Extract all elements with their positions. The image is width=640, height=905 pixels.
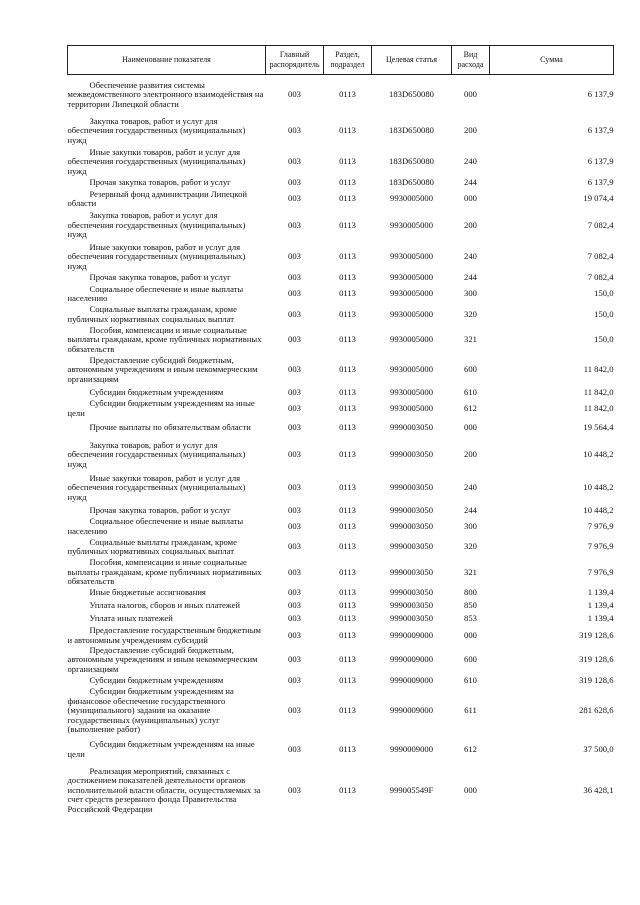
name-cell — [68, 438, 266, 472]
table-row — [68, 177, 614, 190]
section-cell: 0113 — [339, 156, 356, 167]
target-cell: 183D650080 — [389, 177, 434, 188]
section-cell: 0113 — [339, 422, 356, 433]
expense-cell: 000 — [464, 629, 477, 640]
header-section: Раздел, подраздел — [324, 46, 372, 75]
expense-cell: 850 — [464, 600, 477, 611]
target-cell: 9990009000 — [390, 674, 433, 685]
target-cell: 183D650080 — [389, 156, 434, 167]
row-label: Резервный фонд администрации Липецкой области — [67, 188, 247, 208]
table-row — [68, 243, 614, 272]
sum-cell: 19 564,4 — [583, 422, 614, 433]
target-cell: 9990003050 — [390, 600, 433, 611]
sum-cell: 37 500,0 — [583, 743, 614, 754]
name-cell — [68, 735, 266, 765]
sum-cell: 150,0 — [594, 334, 614, 344]
target-cell: 9930005000 — [390, 272, 433, 283]
expense-cell: 200 — [464, 219, 477, 230]
target-cell: 999005549F — [389, 784, 434, 795]
expense-cell: 200 — [464, 449, 477, 460]
row-label: Социальные выплаты гражданам, кроме публичных нормативных социальных выплат — [67, 536, 237, 556]
admin-cell: 003 — [288, 251, 301, 262]
section-cell: 0113 — [339, 482, 356, 493]
table-row — [68, 418, 614, 438]
section-cell: 0113 — [339, 629, 356, 640]
row-label: Иные закупки товаров, работ и услуг для обеспечения государственных (муниципальных) нужд — [67, 241, 246, 271]
header-name: Наименование показателя — [68, 46, 266, 75]
row-label: Прочая закупка товаров, работ и услуг — [89, 177, 231, 188]
expense-cell: 600 — [464, 364, 477, 375]
expense-cell: 200 — [464, 125, 477, 136]
section-cell: 0113 — [339, 272, 356, 283]
row-label: Пособия, компенсации и иные социальные выплаты гражданам, кроме публичных нормативных обязательств — [67, 324, 262, 354]
sum-cell: 7 082,4 — [587, 219, 614, 230]
row-label: Закупка товаров, работ и услуг для обеспечения государственных (муниципальных) нужд — [67, 115, 246, 145]
name-cell — [68, 765, 266, 817]
name-cell — [68, 587, 266, 600]
sum-cell: 11 842,0 — [583, 386, 614, 397]
row-label: Закупка товаров, работ и услуг для обеспечения государственных (муниципальных) нужд — [67, 210, 246, 240]
row-label: Иные закупки товаров, работ и услуг для обеспечения государственных (муниципальных) нужд — [67, 472, 246, 502]
target-cell: 183D650080 — [389, 89, 434, 99]
expense-cell: 320 — [464, 541, 477, 552]
expense-cell: 321 — [464, 334, 477, 344]
row-label: Субсидии бюджетным учреждениям на иные цели — [67, 739, 255, 759]
section-cell: 0113 — [339, 520, 356, 531]
table-row — [68, 148, 614, 177]
section-cell: 0113 — [339, 334, 356, 344]
admin-cell: 003 — [288, 587, 301, 598]
target-cell: 9930005000 — [390, 402, 433, 413]
row-label: Уплата налогов, сборов и иных платежей — [89, 600, 241, 611]
target-cell: 9930005000 — [390, 251, 433, 262]
target-cell: 9990009000 — [390, 705, 433, 715]
section-cell: 0113 — [339, 386, 356, 397]
budget-table — [67, 45, 614, 817]
target-cell: 9990003050 — [390, 449, 433, 460]
sum-cell: 319 128,6 — [579, 629, 614, 640]
expense-cell: 600 — [464, 654, 477, 664]
admin-cell: 003 — [288, 334, 301, 344]
name-cell — [68, 600, 266, 613]
section-cell: 0113 — [339, 566, 356, 577]
row-label: Пособия, компенсации и иные социальные выплаты гражданам, кроме публичных нормативных обязательств — [67, 557, 262, 586]
expense-cell: 800 — [464, 587, 477, 598]
admin-cell: 003 — [288, 89, 301, 99]
table-row — [68, 735, 614, 765]
sum-cell: 7 082,4 — [587, 272, 614, 283]
admin-cell: 003 — [288, 654, 301, 664]
target-cell: 9990009000 — [390, 629, 433, 640]
section-cell: 0113 — [339, 193, 356, 204]
admin-cell: 003 — [288, 288, 301, 299]
name-cell — [68, 75, 266, 115]
table-row — [68, 646, 614, 675]
target-cell: 9990009000 — [390, 743, 433, 754]
name-cell — [68, 687, 266, 735]
sum-cell: 1 139,4 — [587, 600, 614, 611]
table-row — [68, 558, 614, 587]
name-cell — [68, 304, 266, 326]
expense-cell: 240 — [464, 482, 477, 493]
target-cell: 9930005000 — [390, 334, 433, 344]
target-cell: 9930005000 — [390, 288, 433, 299]
table-row — [68, 115, 614, 148]
section-cell: 0113 — [339, 219, 356, 230]
admin-cell: 003 — [288, 705, 301, 715]
section-cell: 0113 — [339, 784, 356, 795]
expense-cell: 300 — [464, 520, 477, 531]
section-cell: 0113 — [339, 308, 356, 319]
sum-cell: 319 128,6 — [579, 654, 614, 664]
row-label: Субсидии бюджетным учреждениям — [89, 674, 224, 685]
table-row — [68, 613, 614, 626]
sum-cell: 7 976,9 — [587, 566, 614, 577]
admin-cell: 003 — [288, 386, 301, 397]
target-cell: 9990003050 — [390, 482, 433, 493]
row-label: Прочая закупка товаров, работ и услуг — [89, 272, 231, 283]
section-cell: 0113 — [339, 613, 356, 624]
table-row — [68, 285, 614, 304]
admin-cell: 003 — [288, 364, 301, 375]
target-cell: 9990009000 — [390, 654, 433, 664]
name-cell — [68, 418, 266, 438]
table-row — [68, 326, 614, 355]
name-cell — [68, 115, 266, 148]
name-cell — [68, 613, 266, 626]
budget-document — [67, 45, 613, 817]
sum-cell: 10 448,2 — [583, 449, 614, 460]
row-label: Иные закупки товаров, работ и услуг для обеспечения государственных (муниципальных) нужд — [67, 146, 246, 176]
table-row — [68, 354, 614, 386]
name-cell — [68, 148, 266, 177]
row-label: Прочие выплаты по обязательствам области — [89, 422, 251, 433]
target-cell: 9990003050 — [390, 422, 433, 433]
section-cell: 0113 — [339, 674, 356, 685]
target-cell: 9990003050 — [390, 520, 433, 531]
table-row — [68, 272, 614, 285]
section-cell: 0113 — [339, 541, 356, 552]
sum-cell: 11 842,0 — [583, 402, 614, 413]
sum-cell: 10 448,2 — [583, 482, 614, 493]
admin-cell: 003 — [288, 566, 301, 577]
name-cell — [68, 209, 266, 243]
sum-cell: 7 976,9 — [587, 520, 614, 531]
name-cell — [68, 177, 266, 190]
admin-cell: 003 — [288, 504, 301, 515]
section-cell: 0113 — [339, 125, 356, 136]
section-cell: 0113 — [339, 743, 356, 754]
target-cell: 9990003050 — [390, 566, 433, 577]
target-cell: 9990003050 — [390, 613, 433, 624]
section-cell: 0113 — [339, 288, 356, 299]
expense-cell: 244 — [464, 504, 477, 515]
row-label: Предоставление субсидий бюджетным, автономным учреждениям и иным некоммерческим организациям — [67, 644, 258, 674]
row-label: Социальное обеспечение и иные выплаты населению — [67, 516, 244, 536]
expense-cell: 611 — [464, 705, 477, 715]
expense-cell: 240 — [464, 156, 477, 167]
expense-cell: 612 — [464, 743, 477, 754]
row-label: Субсидии бюджетным учреждениям на финансовое обеспечение государственного (муниципального) задания на оказание государственных (муниципальных) услуг (выполнение работ) — [67, 686, 234, 734]
row-label: Реализация мероприятий, связанных с достижением показателей деятельности органов исполнительной власти области, осуществляемых за счет средств резервного фонда Правительства Российской Федерации — [67, 765, 261, 814]
target-cell: 9930005000 — [390, 193, 433, 204]
name-cell — [68, 536, 266, 558]
name-cell — [68, 190, 266, 209]
section-cell: 0113 — [339, 364, 356, 375]
section-cell: 0113 — [339, 402, 356, 413]
expense-cell: 244 — [464, 177, 477, 188]
sum-cell: 150,0 — [594, 288, 614, 299]
admin-cell: 003 — [288, 520, 301, 531]
admin-cell: 003 — [288, 449, 301, 460]
admin-cell: 003 — [288, 219, 301, 230]
admin-cell: 003 — [288, 613, 301, 624]
admin-cell: 003 — [288, 541, 301, 552]
table-row — [68, 517, 614, 536]
target-cell: 9930005000 — [390, 219, 433, 230]
row-label: Социальные выплаты гражданам, кроме публичных нормативных социальных выплат — [67, 304, 237, 324]
admin-cell: 003 — [288, 193, 301, 204]
target-cell: 9930005000 — [390, 364, 433, 375]
admin-cell: 003 — [288, 674, 301, 685]
row-label: Обеспечение развития системы межведомственного электронного взаимодействия на территории Липецкой области — [67, 79, 264, 109]
sum-cell: 6 137,9 — [587, 156, 614, 167]
expense-cell: 853 — [464, 613, 477, 624]
admin-cell: 003 — [288, 308, 301, 319]
table-row — [68, 600, 614, 613]
name-cell — [68, 626, 266, 646]
table-row — [68, 472, 614, 504]
name-cell — [68, 243, 266, 272]
expense-cell: 300 — [464, 288, 477, 299]
admin-cell: 003 — [288, 177, 301, 188]
table-body — [68, 75, 614, 817]
table-row — [68, 399, 614, 418]
row-label: Субсидии бюджетным учреждениям на иные цели — [67, 398, 255, 418]
sum-cell: 19 074,4 — [583, 193, 614, 204]
table-row — [68, 209, 614, 243]
target-cell: 9930005000 — [390, 386, 433, 397]
target-cell: 9990003050 — [390, 504, 433, 515]
sum-cell: 6 137,9 — [587, 89, 614, 99]
target-cell: 9930005000 — [390, 308, 433, 319]
section-cell: 0113 — [339, 587, 356, 598]
name-cell — [68, 285, 266, 304]
expense-cell: 000 — [464, 422, 477, 433]
table-row — [68, 587, 614, 600]
admin-cell: 003 — [288, 402, 301, 413]
admin-cell: 003 — [288, 422, 301, 433]
admin-cell: 003 — [288, 743, 301, 754]
sum-cell: 36 428,1 — [583, 784, 614, 795]
sum-cell: 7 976,9 — [587, 541, 614, 552]
admin-cell: 003 — [288, 482, 301, 493]
sum-cell: 150,0 — [594, 308, 614, 319]
admin-cell: 003 — [288, 600, 301, 611]
target-cell: 9990003050 — [390, 587, 433, 598]
admin-cell: 003 — [288, 272, 301, 283]
table-row — [68, 765, 614, 817]
sum-cell: 6 137,9 — [587, 125, 614, 136]
expense-cell: 612 — [464, 402, 477, 413]
sum-cell: 10 448,2 — [583, 504, 614, 515]
row-label: Закупка товаров, работ и услуг для обеспечения государственных (муниципальных) нужд — [67, 439, 246, 469]
name-cell — [68, 517, 266, 536]
sum-cell: 7 082,4 — [587, 251, 614, 262]
name-cell — [68, 399, 266, 418]
admin-cell: 003 — [288, 784, 301, 795]
section-cell: 0113 — [339, 449, 356, 460]
section-cell: 0113 — [339, 177, 356, 188]
header-admin: Главный распорядитель — [266, 46, 324, 75]
row-label: Уплата иных платежей — [89, 613, 173, 624]
expense-cell: 000 — [464, 193, 477, 204]
expense-cell: 320 — [464, 308, 477, 319]
expense-cell: 240 — [464, 251, 477, 262]
header-target: Целевая статья — [372, 46, 452, 75]
header-expense: Вид расхода — [452, 46, 490, 75]
section-cell: 0113 — [339, 89, 356, 99]
name-cell — [68, 326, 266, 355]
admin-cell: 003 — [288, 125, 301, 136]
row-label: Предоставление субсидий бюджетным, автономным учреждениям и иным некоммерческим организациям — [67, 354, 258, 384]
table-row — [68, 438, 614, 472]
target-cell: 183D650080 — [389, 125, 434, 136]
sum-cell: 6 137,9 — [587, 177, 614, 188]
target-cell: 9990003050 — [390, 541, 433, 552]
table-row — [68, 626, 614, 646]
table-row — [68, 190, 614, 209]
sum-cell: 11 842,0 — [583, 364, 614, 375]
section-cell: 0113 — [339, 705, 356, 715]
expense-cell: 321 — [464, 566, 477, 577]
name-cell — [68, 472, 266, 504]
sum-cell: 281 628,6 — [579, 705, 614, 715]
admin-cell: 003 — [288, 156, 301, 167]
section-cell: 0113 — [339, 600, 356, 611]
expense-cell: 610 — [464, 386, 477, 397]
header-sum: Сумма — [490, 46, 614, 75]
row-label: Социальное обеспечение и иные выплаты населению — [67, 283, 244, 303]
sum-cell: 1 139,4 — [587, 587, 614, 598]
name-cell — [68, 558, 266, 587]
table-row — [68, 536, 614, 558]
name-cell — [68, 354, 266, 386]
table-row — [68, 687, 614, 735]
name-cell — [68, 272, 266, 285]
section-cell: 0113 — [339, 654, 356, 664]
name-cell — [68, 646, 266, 675]
section-cell: 0113 — [339, 251, 356, 262]
admin-cell: 003 — [288, 629, 301, 640]
row-label: Иные бюджетные ассигнования — [89, 587, 206, 598]
row-label: Субсидии бюджетным учреждениям — [89, 386, 224, 397]
expense-cell: 000 — [464, 784, 477, 795]
expense-cell: 000 — [464, 89, 477, 99]
row-label: Предоставление государственным бюджетным и автономным учреждениям субсидий — [67, 625, 261, 645]
table-row — [68, 304, 614, 326]
expense-cell: 244 — [464, 272, 477, 283]
row-label: Прочая закупка товаров, работ и услуг — [89, 504, 231, 515]
section-cell: 0113 — [339, 504, 356, 515]
table-row — [68, 75, 614, 115]
table-header-row — [68, 46, 614, 75]
sum-cell: 1 139,4 — [587, 613, 614, 624]
expense-cell: 610 — [464, 674, 477, 685]
sum-cell: 319 128,6 — [579, 674, 614, 685]
